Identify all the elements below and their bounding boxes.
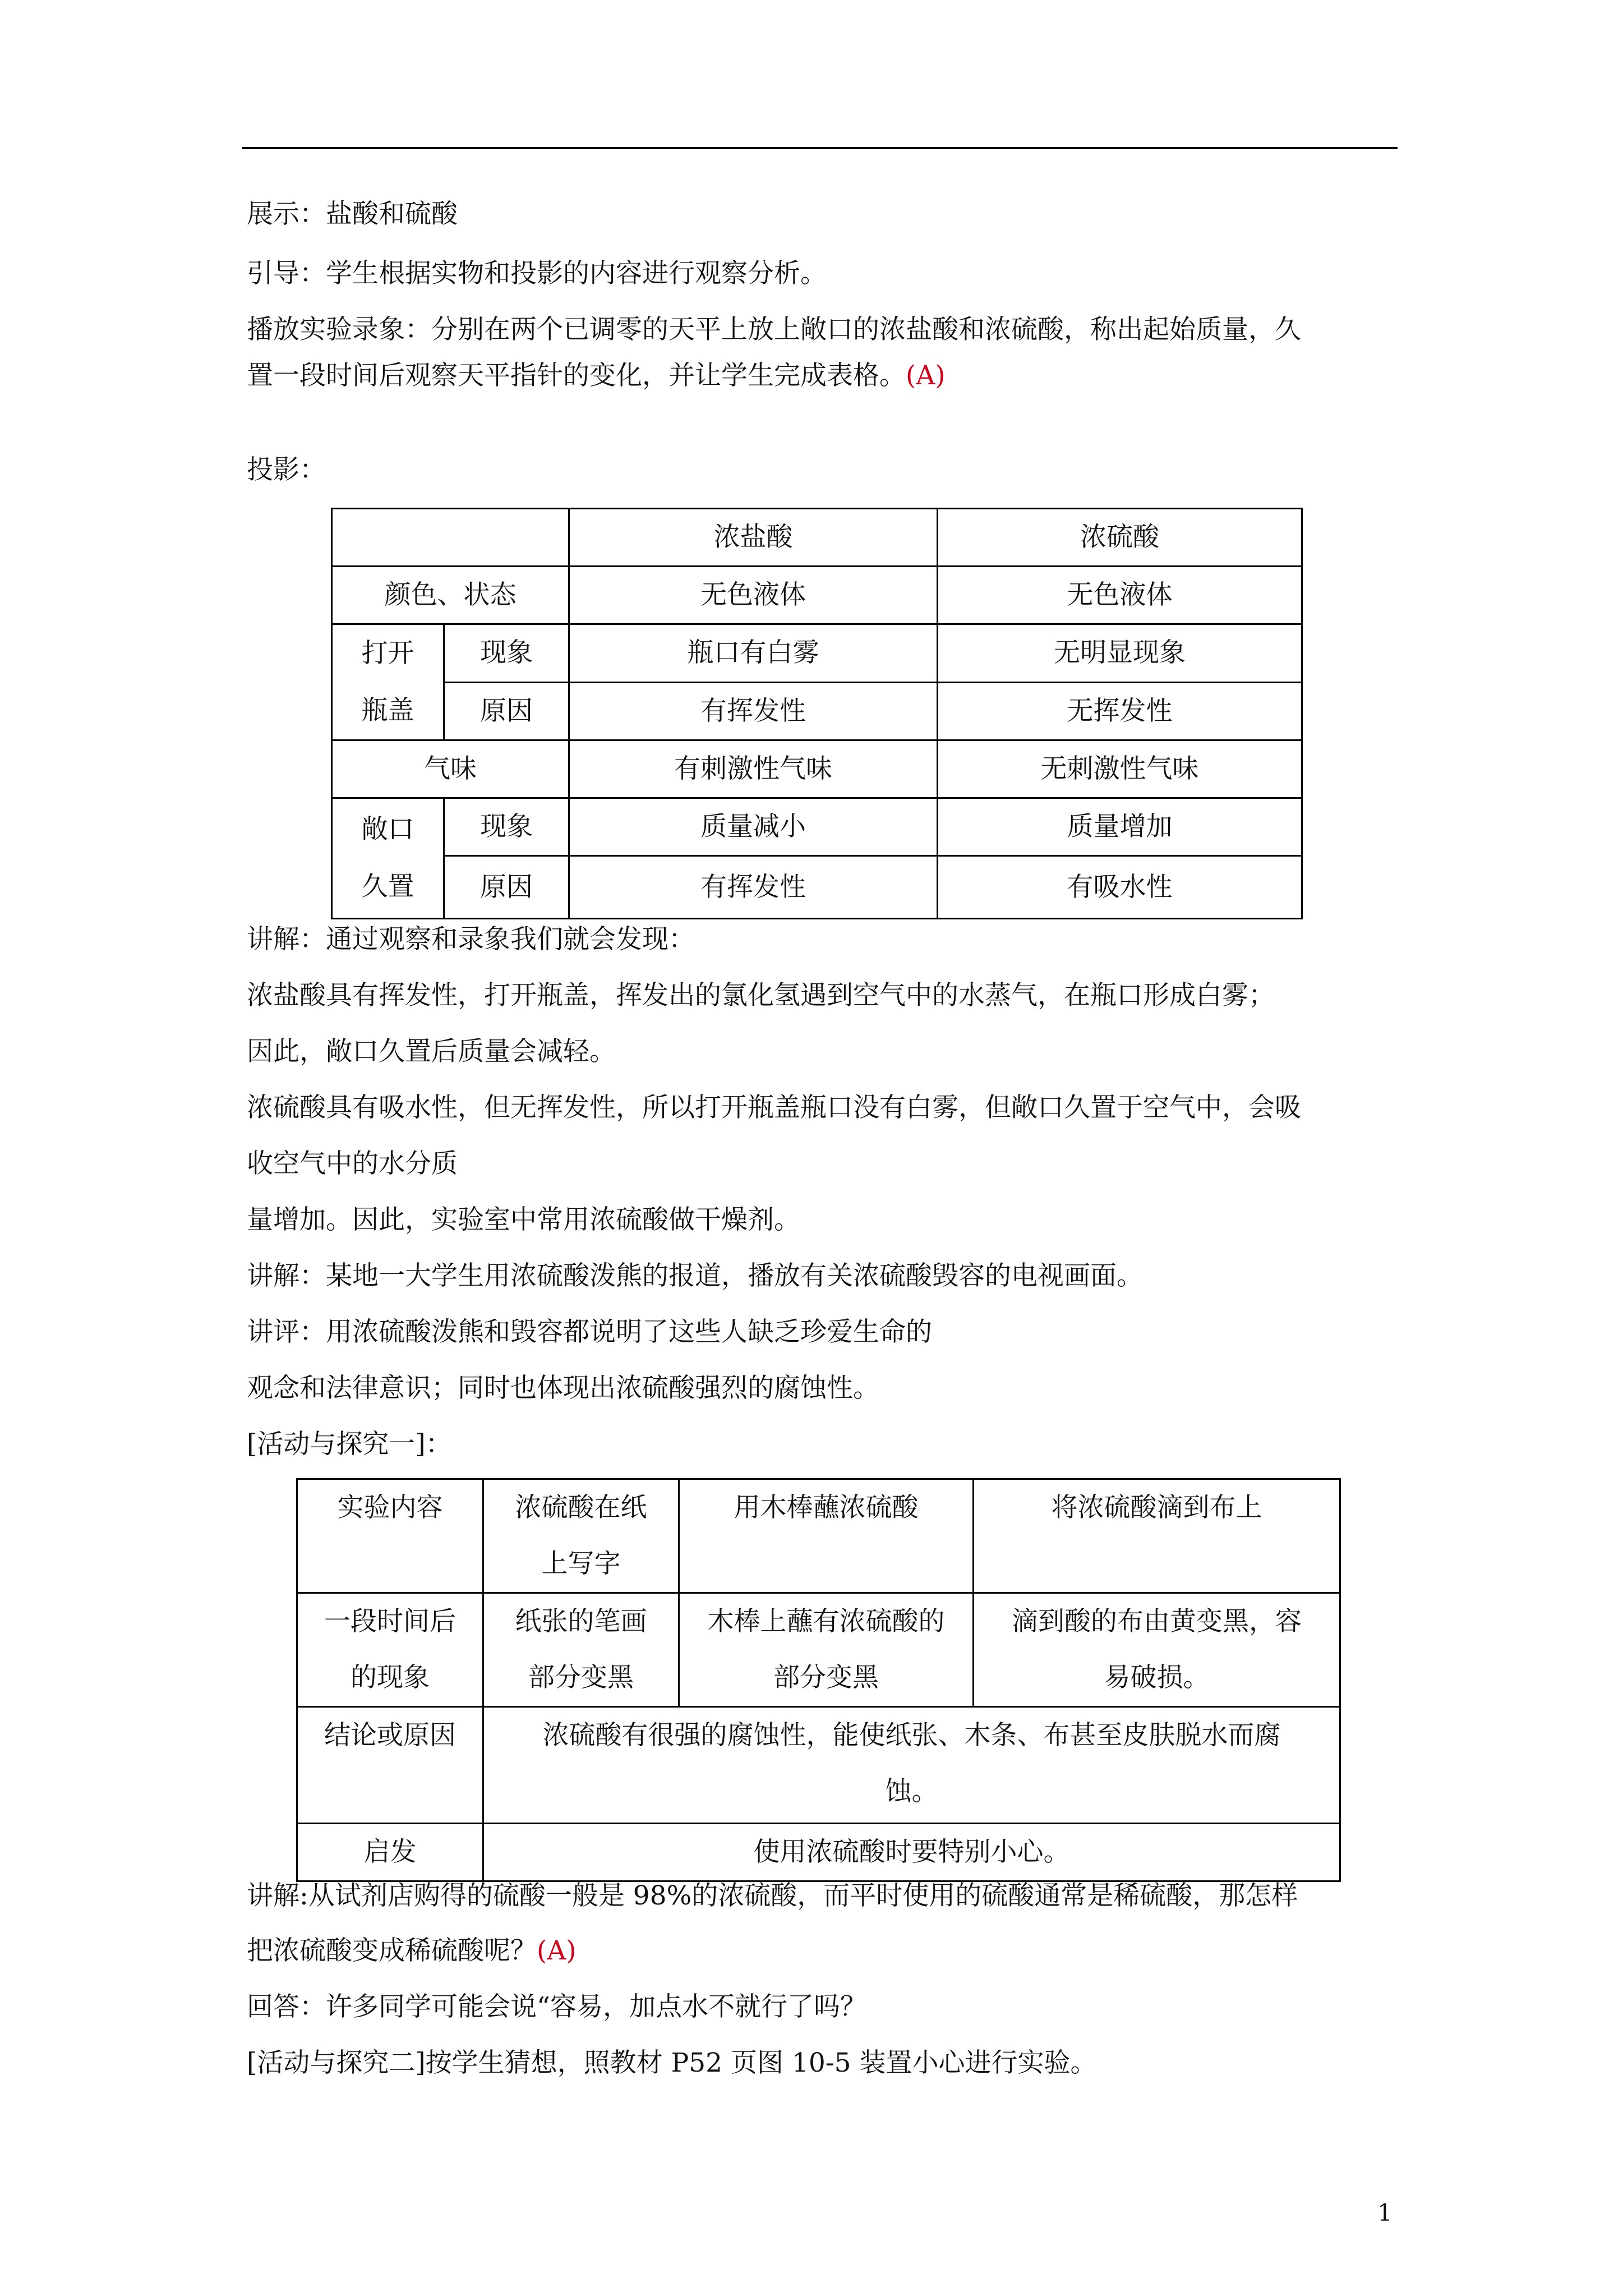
header-h2so4: 浓硫酸 (938, 509, 1302, 567)
explain-line-3b (247, 1934, 577, 1968)
header-content: 实验内容 (297, 1479, 483, 1593)
table-corner-cell (332, 509, 569, 567)
show-line: 展示：盐酸和硫酸 (247, 199, 458, 229)
header-paper-line-1: 浓硫酸在纸 (515, 1492, 647, 1523)
cell-exp-phen-h2so4: 质量增加 (938, 798, 1302, 856)
comment-line-1: 讲评：用浓硫酸泼熊和毁容都说明了这些人缺乏珍爱生命的 (247, 1317, 932, 1347)
row-label-exposed (332, 798, 444, 919)
cell-open-phen-h2so4: 无明显现象 (938, 624, 1302, 683)
row-label-open-cap (332, 624, 444, 740)
conclusion-line-1: 浓硫酸有很强的腐蚀性，能使纸张、木条、布甚至皮肤脱水而腐 (542, 1720, 1281, 1751)
sub-label-reason: 原因 (444, 856, 569, 919)
phen-paper-line-1: 纸张的笔画 (515, 1606, 647, 1637)
row-label-color-state: 颜色、状态 (332, 567, 569, 624)
phen-cloth-line-1: 滴到酸的布由黄变黑，容 (1012, 1606, 1302, 1637)
label-phenomenon-line-1: 一段时间后 (324, 1606, 456, 1637)
activity-one-heading: [活动与探究一]： (247, 1429, 452, 1460)
cell-exp-reason-h2so4: 有吸水性 (938, 856, 1302, 919)
cell-open-reason-h2so4: 无挥发性 (938, 682, 1302, 740)
row-label-smell: 气味 (332, 740, 569, 798)
cell-phen-stick (679, 1593, 974, 1707)
cell-insight: 使用浓硫酸时要特别小心。 (483, 1824, 1340, 1881)
h2so4-explain-line-2: 收空气中的水分质 (247, 1148, 458, 1179)
cell-open-reason-hcl: 有挥发性 (569, 682, 938, 740)
video-line-2-text: 置一段时间后观察天平指针的变化，并让学生完成表格。 (247, 360, 906, 391)
level-mark: (A) (537, 1935, 577, 1966)
hcl-explain-line: 浓盐酸具有挥发性，打开瓶盖，挥发出的氯化氢遇到空气中的水蒸气，在瓶口形成白雾； (247, 980, 1275, 1011)
answer-line: 回答：许多同学可能会说“容易，加点水不就行了吗？ (247, 1991, 867, 2022)
cell-color-hcl: 无色液体 (569, 567, 938, 624)
label-phenomenon-line-2: 的现象 (351, 1662, 430, 1693)
sub-label-phenomenon: 现象 (444, 798, 569, 856)
cell-open-phen-hcl: 瓶口有白雾 (569, 624, 938, 683)
header-hcl: 浓盐酸 (569, 509, 938, 567)
page-number: 1 (1377, 2199, 1393, 2226)
cell-phen-cloth (974, 1593, 1340, 1707)
h2so4-explain-line-3: 量增加。因此，实验室中常用浓硫酸做干燥剂。 (247, 1204, 800, 1235)
phen-cloth-line-2: 易破损。 (1104, 1662, 1210, 1693)
cell-exp-phen-hcl: 质量减小 (569, 798, 938, 856)
explain-line-1: 讲解：通过观察和录象我们就会发现： (247, 924, 695, 955)
open-cap-line-1: 打开 (361, 638, 414, 669)
sub-label-reason: 原因 (444, 682, 569, 740)
label-phenomenon (297, 1593, 483, 1707)
exposed-line-2: 久置 (361, 871, 414, 902)
open-cap-line-2: 瓶盖 (361, 695, 414, 726)
explain-line-2: 讲解：某地一大学生用浓硫酸泼熊的报道，播放有关浓硫酸毁容的电视画面。 (247, 1260, 1143, 1291)
label-conclusion: 结论或原因 (297, 1707, 483, 1824)
video-line-2 (247, 359, 946, 393)
header-paper-line-2: 上写字 (541, 1548, 621, 1579)
video-line-1: 播放实验录象：分别在两个已调零的天平上放上敞口的浓盐酸和浓硫酸，称出起始质量，久 (247, 314, 1301, 345)
cell-phen-paper (483, 1593, 679, 1707)
header-stick: 用木棒蘸浓硫酸 (679, 1479, 974, 1593)
phen-stick-line-1: 木棒上蘸有浓硫酸的 (707, 1606, 945, 1637)
header-paper (483, 1479, 679, 1593)
acid-comparison-table (331, 508, 1303, 919)
phen-paper-line-2: 部分变黑 (528, 1662, 634, 1693)
label-insight: 启发 (297, 1824, 483, 1881)
activity-two-line: [活动与探究二]按学生猜想，照教材 P52 页图 10-5 装置小心进行实验。 (247, 2047, 1097, 2078)
phen-stick-line-2: 部分变黑 (773, 1662, 879, 1693)
header-cloth: 将浓硫酸滴到布上 (974, 1479, 1340, 1593)
cell-smell-hcl: 有刺激性气味 (569, 740, 938, 798)
cell-smell-h2so4: 无刺激性气味 (938, 740, 1302, 798)
corrosion-experiment-table (296, 1478, 1341, 1882)
explain-line-3b-text: 把浓硫酸变成稀硫酸呢？ (247, 1935, 537, 1966)
cell-conclusion (483, 1707, 1340, 1824)
header-rule (242, 147, 1398, 149)
conclusion-line-2: 蚀。 (885, 1776, 938, 1807)
comment-line-2: 观念和法律意识；同时也体现出浓硫酸强烈的腐蚀性。 (247, 1373, 879, 1404)
cell-color-h2so4: 无色液体 (938, 567, 1302, 624)
hcl-explain-line-2: 因此，敞口久置后质量会减轻。 (247, 1036, 616, 1067)
cell-exp-reason-hcl: 有挥发性 (569, 856, 938, 919)
sub-label-phenomenon: 现象 (444, 624, 569, 683)
explain-line-3: 讲解:从试剂店购得的硫酸一般是 98%的浓硫酸，而平时使用的硫酸通常是稀硫酸，那怎样 (247, 1880, 1298, 1911)
level-mark: (A) (906, 360, 946, 391)
h2so4-explain-line: 浓硫酸具有吸水性，但无挥发性，所以打开瓶盖瓶口没有白雾，但敞口久置于空气中，会吸 (247, 1092, 1301, 1123)
projection-label: 投影： (247, 454, 326, 485)
guide-line: 引导：学生根据实物和投影的内容进行观察分析。 (247, 258, 827, 289)
exposed-line-1: 敞口 (361, 814, 414, 845)
